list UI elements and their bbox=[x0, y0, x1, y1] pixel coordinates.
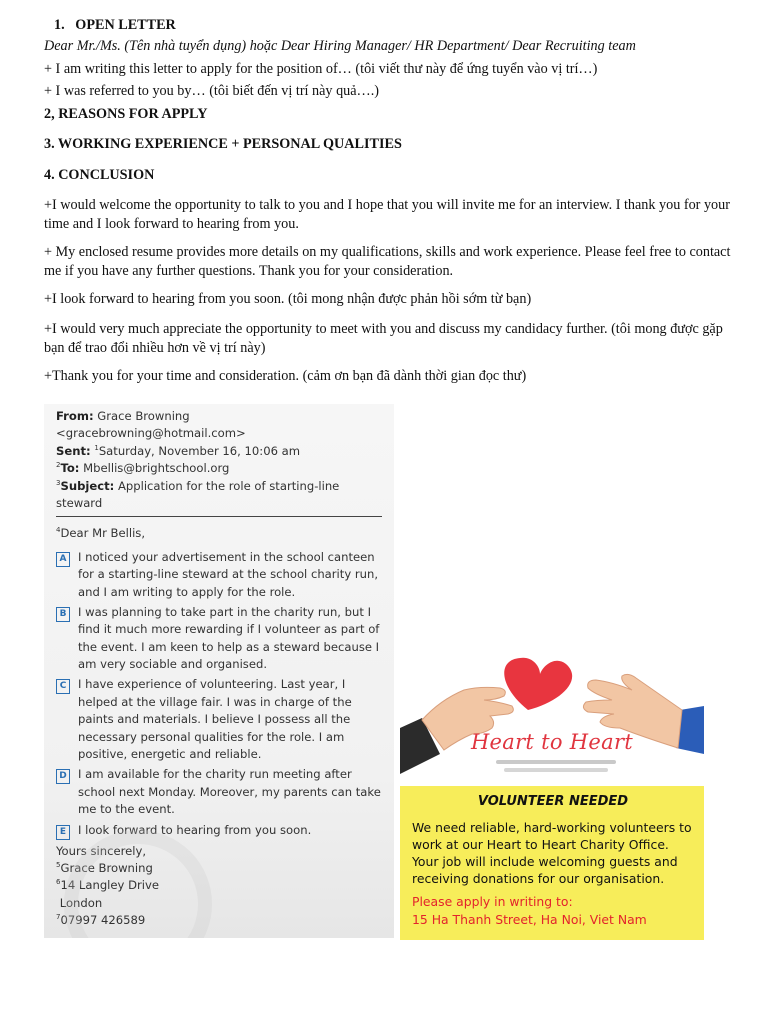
email-sender-name: $^5$Grace Browning bbox=[56, 860, 153, 875]
email-paragraph-e: E I look forward to hearing from you soon. bbox=[56, 822, 382, 840]
paragraph-badge: D bbox=[56, 769, 70, 784]
email-to-value: Mbellis@brightschool.org bbox=[83, 461, 230, 476]
email-subject-row: $^3$Subject: Application for the role of starting-line steward bbox=[56, 478, 340, 510]
poster-fine-print-line bbox=[496, 760, 616, 764]
heading-text: OPEN LETTER bbox=[75, 17, 176, 33]
email-subject-value: Application for the role of starting-line steward bbox=[56, 478, 340, 510]
email-header bbox=[44, 404, 394, 512]
email-paragraph-b: B I was planning to take part in the charity run, but I find it much more rewarding if I volunteer as part of the event. I am keen to help as a steward because I am very sociable and organised. bbox=[56, 604, 382, 674]
conclusion-para-1: +I would welcome the opportunity to talk to you and I hope that you will invite me for an interview. I thank you for your time and I look forward to hearing from you. bbox=[44, 197, 730, 232]
opening-line-1: + I am writing this letter to apply for the position of… (tôi viết thư này để ứng tuyển vào vị trí…) bbox=[44, 60, 598, 77]
email-address-1: $^6$14 Langley Drive bbox=[56, 878, 159, 893]
volunteer-poster bbox=[400, 650, 704, 940]
salutation-options: Dear Mr./Ms. (Tên nhà tuyển dụng) hoặc Dear Hiring Manager/ HR Department/ Dear Recruiting team bbox=[44, 38, 636, 55]
email-from-row: From: Grace Browning <gracebrowning@hotmail.com> bbox=[56, 409, 246, 441]
heading-number: 1. bbox=[54, 17, 65, 33]
email-closing: Yours sincerely, bbox=[56, 843, 147, 858]
email-body bbox=[44, 525, 394, 839]
email-paragraph-a: A I noticed your advertisement in the school canteen for a starting-line steward at the school charity run, and I am writing to apply for the role. bbox=[56, 549, 382, 601]
poster-fine-print-line bbox=[504, 768, 608, 772]
heading-experience: 3. WORKING EXPERIENCE + PERSONAL QUALITIES bbox=[44, 136, 402, 153]
email-sent-value: Saturday, November 16, 10:06 am bbox=[98, 443, 301, 458]
poster-brand: Heart to Heart bbox=[470, 730, 634, 754]
poster-address: 15 Ha Thanh Street, Ha Noi, Viet Nam bbox=[412, 911, 647, 927]
email-greeting: $^4$Dear Mr Bellis, bbox=[56, 526, 146, 541]
paragraph-badge: B bbox=[56, 607, 70, 622]
heart-icon bbox=[504, 658, 572, 710]
heading-open-letter bbox=[54, 16, 734, 34]
poster-info-panel bbox=[400, 786, 704, 940]
paragraph-badge: C bbox=[56, 679, 70, 694]
poster-title: VOLUNTEER NEEDED bbox=[477, 794, 629, 809]
email-from-value: Grace Browning <gracebrowning@hotmail.com> bbox=[56, 409, 246, 441]
heading-conclusion: 4. CONCLUSION bbox=[44, 166, 155, 183]
opening-line-2: + I was referred to you by… (tôi biết đến vị trí này quả….) bbox=[44, 83, 380, 100]
conclusion-para-4: +I would very much appreciate the opportunity to meet with you and discuss my candidacy further. (tôi mong được gặp bạn để trao đổi nhiều hơn về vị trí này) bbox=[44, 321, 723, 356]
email-divider bbox=[56, 516, 382, 517]
hands-heart-illustration bbox=[400, 650, 704, 786]
document-text bbox=[44, 16, 734, 396]
poster-apply-line: Please apply in writing to: bbox=[412, 894, 573, 910]
email-paragraph-c: C I have experience of volunteering. Last year, I helped at the village fair. I was in charge of the paints and materials. I believe I possess all the necessary personal qualities for the role. I am positive, energetic and reliable. bbox=[56, 676, 382, 763]
conclusion-para-2: + My enclosed resume provides more details on my qualifications, skills and work experience. Please feel free to contact me if you have any further questions. Thank you for your consideration. bbox=[44, 244, 731, 279]
sample-email-image bbox=[44, 404, 394, 938]
email-to-row: $^2$To: Mbellis@brightschool.org bbox=[56, 461, 230, 476]
email-paragraph-d: D I am available for the charity run meeting after school next Monday. Moreover, my parents can take me to the event. bbox=[56, 766, 382, 818]
paragraph-badge: A bbox=[56, 552, 70, 567]
poster-description: We need reliable, hard-working volunteers to work at our Heart to Heart Charity Office. Your job will include welcoming guests and receiving donations for our organisation. bbox=[412, 820, 692, 887]
heading-reasons: 2, REASONS FOR APPLY bbox=[44, 105, 208, 122]
conclusion-para-3: +I look forward to hearing from you soon. (tôi mong nhận được phản hồi sớm từ bạn) bbox=[44, 290, 532, 307]
email-sent-row: Sent: $^1$Saturday, November 16, 10:06 am bbox=[56, 443, 301, 458]
paragraph-badge: E bbox=[56, 825, 70, 840]
email-address-2: London bbox=[59, 895, 103, 910]
email-phone: $^7$07997 426589 bbox=[56, 913, 146, 928]
conclusion-para-5: +Thank you for your time and consideration. (cảm ơn bạn đã dành thời gian đọc thư) bbox=[44, 368, 527, 385]
